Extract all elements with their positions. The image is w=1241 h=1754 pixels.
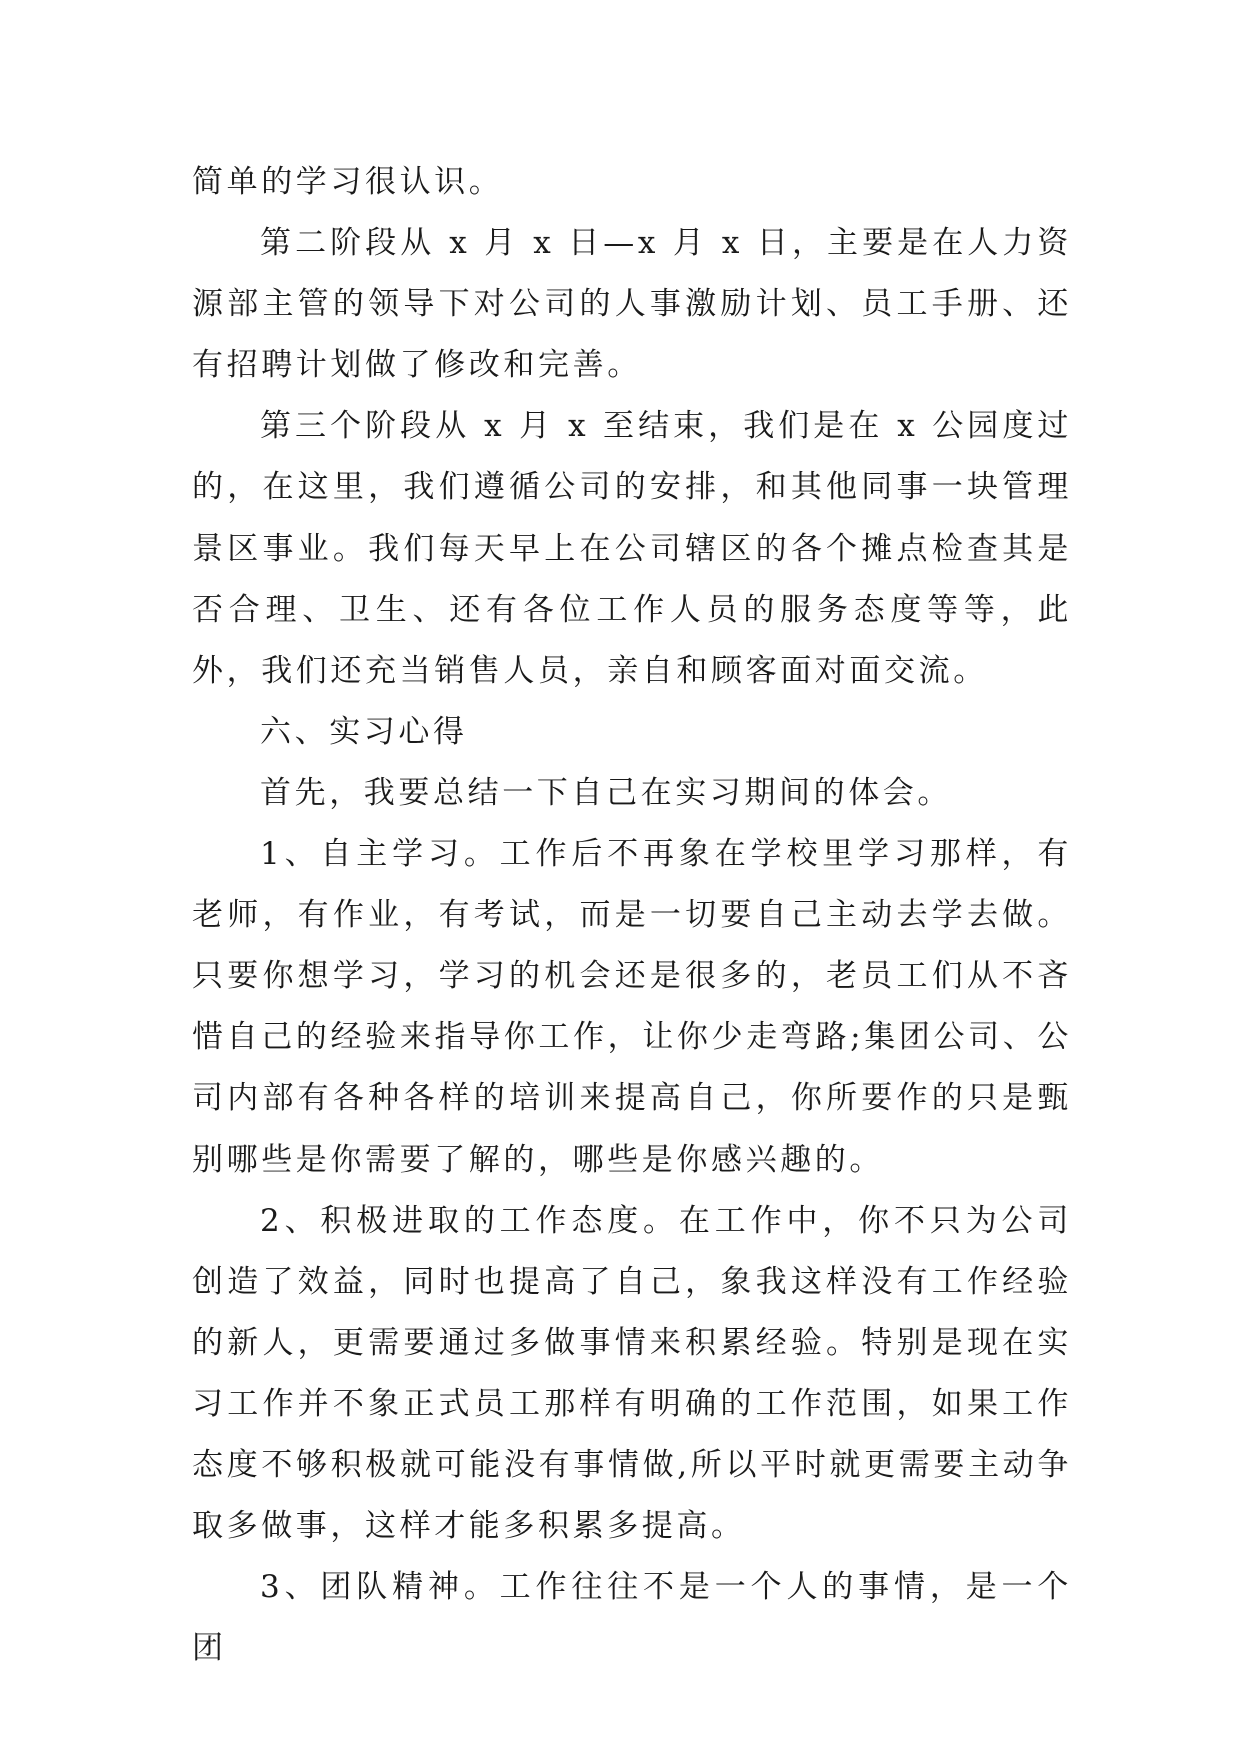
document-body	[192, 152, 1072, 1679]
section-heading: 六、实习心得	[260, 713, 468, 750]
paragraph-4: 首先，我要总结一下自己在实习期间的体会。	[260, 774, 952, 811]
paragraph-6: 2、积极进取的工作态度。在工作中，你不只为公司创造了效益，同时也提高了自己，象我这样没有工作经验的新人，更需要通过多做事情来积累经验。特别是现在实习工作并不象正式员工那样有明确的工作范围，如果工作态度不够积极就可能没有事情做,所以平时就更需要主动争取多做事，这样才能多积累多提高。	[192, 1202, 1072, 1545]
paragraph-5: 1、自主学习。工作后不再象在学校里学习那样，有老师，有作业，有考试，而是一切要自己主动去学去做。只要你想学习，学习的机会还是很多的，老员工们从不吝惜自己的经验来指导你工作，让你少走弯路;集团公司、公司内部有各种各样的培训来提高自己，你所要作的只是甄别哪些是你需要了解的，哪些是你感兴趣的。	[192, 836, 1072, 1178]
paragraph-2: 第二阶段从 x 月 x 日—x 月 x 日，主要是在人力资源部主管的领导下对公司的人事激励计划、员工手册、还有招聘计划做了修改和完善。	[192, 225, 1072, 384]
paragraph-7: 3、团队精神。工作往往不是一个人的事情，是一个团	[192, 1569, 1072, 1667]
paragraph-3: 第三个阶段从 x 月 x 至结束，我们是在 x 公园度过的，在这里，我们遵循公司的安排，和其他同事一块管理景区事业。我们每天早上在公司辖区的各个摊点检查其是否合理、卫生、还有各位工作人员的服务态度等等，此外，我们还充当销售人员，亲自和顾客面对面交流。	[192, 408, 1072, 689]
paragraph-1: 简单的学习很认识。	[192, 164, 504, 200]
